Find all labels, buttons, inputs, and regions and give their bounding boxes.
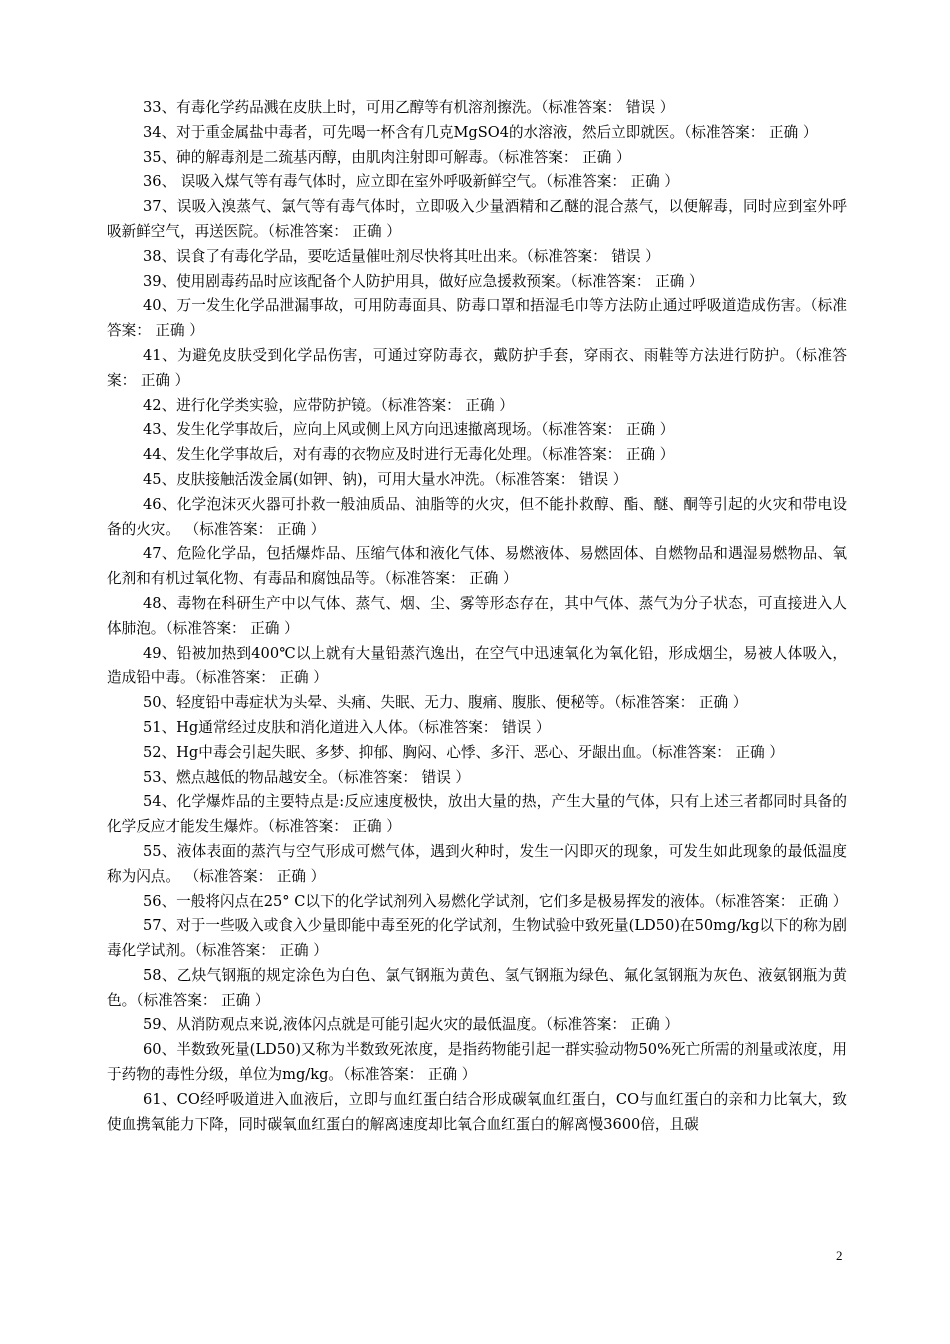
question-57: 57、对于一些吸入或食入少量即能中毒至死的化学试剂，生物试验中致死量(LD50)在50mg/kg以下的称为剧毒化学试剂。（标准答案： 正确 ） — [107, 917, 847, 960]
question-42: 42、进行化学类实验，应带防护镜。（标准答案： 正确 ） — [143, 396, 514, 414]
question-38: 38、误食了有毒化学品，要吃适量催吐剂尽快将其吐出来。（标准答案： 错误 ） — [143, 247, 660, 265]
question-45: 45、皮肤接触活泼金属(如钾、钠)，可用大量水冲洗。（标准答案： 错误 ） — [143, 470, 628, 488]
question-34: 34、对于重金属盐中毒者，可先喝一杯含有几克MgSO4的水溶液，然后立即就医。（标准答案： 正确 ） — [143, 123, 818, 141]
question-52: 52、Hg中毒会引起失眠、多梦、抑郁、胸闷、心悸、多汗、恶心、牙龈出血。（标准答案： 正确 ） — [143, 743, 784, 761]
question-59: 59、从消防观点来说,液体闪点就是可能引起火灾的最低温度。（标准答案： 正确 ） — [143, 1016, 679, 1034]
question-46: 46、化学泡沫灭火器可扑救一般油质品、油脂等的火灾，但不能扑救醇、酯、醚、酮等引起的火灾和带电设备的火灾。 （标准答案： 正确 ） — [107, 495, 847, 538]
question-58: 58、乙炔气钢瓶的规定涂色为白色、氯气钢瓶为黄色、氢气钢瓶为绿色、氟化氢钢瓶为灰色、液氨钢瓶为黄色。（标准答案： 正确 ） — [107, 966, 847, 1009]
question-54: 54、化学爆炸品的主要特点是:反应速度极快，放出大量的热，产生大量的气体，只有上述三者都同时具备的化学反应才能发生爆炸。（标准答案： 正确 ） — [107, 793, 847, 836]
question-36: 36、 误吸入煤气等有毒气体时，应立即在室外呼吸新鲜空气。（标准答案： 正确 ） — [143, 173, 679, 191]
question-50: 50、轻度铅中毒症状为头晕、头痛、失眠、无力、腹痛、腹胀、便秘等。（标准答案： 正确 ） — [143, 694, 748, 712]
question-40: 40、万一发生化学品泄漏事故，可用防毒面具、防毒口罩和捂湿毛巾等方法防止通过呼吸道造成伤害。（标准答案： 正确 ） — [107, 297, 847, 340]
question-43: 43、发生化学事故后，应向上风或侧上风方向迅速撤离现场。（标准答案： 正确 ） — [143, 421, 675, 439]
question-41: 41、为避免皮肤受到化学品伤害，可通过穿防毒衣，戴防护手套，穿雨衣、雨鞋等方法进行防护。（标准答案： 正确 ） — [107, 346, 847, 389]
question-53: 53、燃点越低的物品越安全。（标准答案： 错误 ） — [143, 768, 471, 786]
page-number: 2 — [836, 1248, 843, 1263]
question-61: 61、CO经呼吸道进入血液后，立即与血红蛋白结合形成碳氧血红蛋白，CO与血红蛋白的亲和力比氧大，致使血携氧能力下降，同时碳氧血红蛋白的解离速度却比氧合血红蛋白的解离慢3600倍，且碳 — [107, 1090, 847, 1133]
question-56: 56、一般将闪点在25° C以下的化学试剂列入易燃化学试剂，它们多是极易挥发的液体。（标准答案： 正确 ） — [143, 892, 848, 910]
question-48: 48、毒物在科研生产中以气体、蒸气、烟、尘、雾等形态存在，其中气体、蒸气为分子状态，可直接进入人体肺泡。（标准答案： 正确 ） — [107, 594, 847, 637]
question-37: 37、误吸入溴蒸气、氯气等有毒气体时，立即吸入少量酒精和乙醚的混合蒸气，以便解毒，同时应到室外呼吸新鲜空气，再送医院。（标准答案： 正确 ） — [107, 198, 847, 240]
question-47: 47、危险化学品，包括爆炸品、压缩气体和液化气体、易燃液体、易燃固体、自燃物品和遇湿易燃物品、氧化剂和有机过氧化物、有毒品和腐蚀品等。（标准答案： 正确 ） — [107, 545, 847, 588]
question-44: 44、发生化学事故后，对有毒的衣物应及时进行无毒化处理。（标准答案： 正确 ） — [143, 446, 675, 464]
question-list — [107, 96, 847, 1137]
question-39: 39、使用剧毒药品时应该配备个人防护用具，做好应急援救预案。（标准答案： 正确 ） — [143, 272, 704, 290]
question-35: 35、砷的解毒剂是二巯基丙醇，由肌肉注射即可解毒。（标准答案： 正确 ） — [143, 148, 631, 166]
question-55: 55、液体表面的蒸汽与空气形成可燃气体，遇到火种时，发生一闪即灭的现象，可发生如此现象的最低温度称为闪点。 （标准答案： 正确 ） — [107, 842, 847, 885]
question-49: 49、铅被加热到400℃以上就有大量铅蒸汽逸出，在空气中迅速氧化为氧化铅，形成烟尘，易被人体吸入，造成铅中毒。（标准答案： 正确 ） — [107, 644, 847, 687]
question-51: 51、Hg通常经过皮肤和消化道进入人体。（标准答案： 错误 ） — [143, 718, 551, 736]
question-60: 60、半数致死量(LD50)又称为半数致死浓度，是指药物能引起一群实验动物50%死亡所需的剂量或浓度，用于药物的毒性分级，单位为mg/kg。（标准答案： 正确 ） — [107, 1041, 847, 1084]
question-33: 33、有毒化学药品溅在皮肤上时，可用乙醇等有机溶剂擦洗。（标准答案： 错误 ） — [143, 99, 675, 116]
